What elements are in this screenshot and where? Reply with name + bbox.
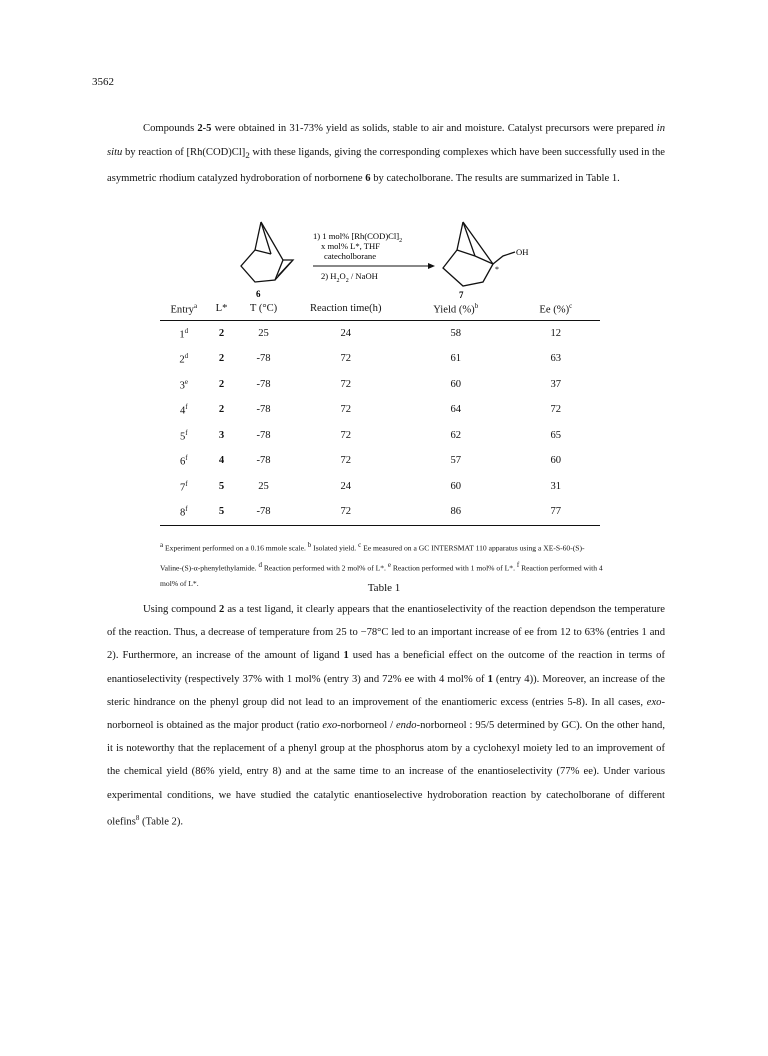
- cell-ee: 65: [550, 429, 562, 441]
- cell-time: 72: [340, 404, 352, 416]
- norborneol-structure: [443, 222, 515, 286]
- cell-ee: 77: [512, 499, 600, 525]
- cell-yield: 86: [400, 499, 512, 525]
- cell-temperature: -78: [256, 378, 271, 390]
- cell-entry: 7$^f$: [179, 479, 188, 494]
- cell-yield: 58: [450, 327, 462, 339]
- cell-entry: 4$^f$: [179, 403, 188, 417]
- cell-entry: 2$^d$: [179, 352, 189, 366]
- header-ee: Ee (%)$^c$: [512, 296, 600, 320]
- cell-time: 24: [340, 327, 352, 339]
- cell-ligand: 4: [218, 455, 225, 467]
- cell-time: 72: [292, 499, 400, 525]
- table-row: [160, 397, 600, 423]
- cell-yield: 60: [450, 378, 462, 390]
- cell-time: 72: [340, 353, 352, 365]
- cell-ligand: 5: [208, 499, 236, 525]
- condition-line-1: 1) 1 mol% $[Rh(COD)Cl]_2$: [313, 231, 403, 244]
- stereocenter-mark: *: [495, 265, 499, 274]
- oh-label: OH: [516, 247, 529, 257]
- intro-paragraph: Compounds 2-5 were obtained in 31-73% yield as solids, stable to air and moisture. Catalyst precursors were prepared in situ by reaction of $[Rh(COD)Cl]_2$ with these ligands, giving the corresponding complexes which have been successfully used in the asymmetric rhodium catalyzed hydroboration of norbornene 6 by catecholborane. The results are summarized in Table 1.: [107, 123, 665, 185]
- header-reaction-time: Reaction time(h): [292, 296, 400, 320]
- cell-temperature: -78: [256, 353, 271, 365]
- table-row: [160, 372, 600, 398]
- condition-line-2: x mol% L*, THF: [321, 241, 381, 251]
- reaction-scheme: [225, 210, 545, 300]
- cell-temperature: 25: [258, 327, 269, 339]
- cell-temperature: -78: [236, 499, 292, 525]
- table-caption: Table 1: [367, 582, 401, 594]
- cell-ee: 63: [550, 353, 562, 365]
- cell-temperature: -78: [256, 429, 271, 441]
- cell-ligand: 2: [218, 327, 225, 339]
- cell-temperature: -78: [256, 404, 271, 416]
- cell-time: 24: [340, 480, 352, 492]
- cell-entry: 5$^f$: [179, 428, 188, 443]
- table-row: [160, 346, 600, 372]
- table-row: [160, 320, 600, 346]
- table-row: [160, 448, 600, 474]
- cell-time: 72: [340, 378, 352, 390]
- table-header-row: [160, 296, 600, 320]
- table-row: [160, 423, 600, 449]
- norbornene-structure: [241, 222, 293, 282]
- condition-line-3: catecholborane: [324, 251, 377, 261]
- cell-entry: 1$^d$: [179, 326, 189, 341]
- cell-ee: 60: [550, 455, 562, 467]
- cell-ee: 12: [550, 327, 562, 339]
- cell-ee: 72: [550, 404, 562, 416]
- cell-ligand: 5: [218, 480, 225, 492]
- results-table: [160, 296, 600, 526]
- cell-time: 72: [340, 455, 352, 467]
- condition-line-4: 2) $H_2O_2$ / NaOH: [321, 271, 378, 284]
- header-yield: Yield (%)$^b$: [400, 296, 512, 320]
- header-temperature: T (°C): [236, 296, 292, 320]
- cell-entry: 8$^f$: [160, 499, 208, 525]
- cell-yield: 60: [450, 480, 462, 492]
- cell-entry: 6$^f$: [179, 454, 188, 468]
- cell-ligand: 2: [218, 353, 225, 365]
- cell-ligand: 3: [218, 429, 225, 441]
- table-footnotes: $^a$ Experiment performed on a 0.16 mmole scale. $^b$ Isolated yield. $^c$ Ee measured on a GC INTERSMAT 110 apparatus using a XE-S-60-(S)-Valine-(S)-α-phenylethylamide. $^d$ Reaction performed with 2 mol% of L*. $^e$ Reaction performed with 1 mol% of L*. $^f$ Reaction performed with 4 mol% of L*.: [160, 541, 603, 589]
- cell-ee: 31: [550, 480, 562, 492]
- cell-ee: 37: [550, 378, 562, 390]
- cell-time: 72: [340, 429, 352, 441]
- table-row: [160, 474, 600, 500]
- page-number: 3562: [92, 76, 114, 88]
- header-ligand: L*: [208, 296, 236, 320]
- cell-yield: 62: [450, 429, 462, 441]
- cell-temperature: -78: [256, 455, 271, 467]
- arrow-head: [428, 263, 435, 269]
- cell-yield: 61: [450, 353, 462, 365]
- header-entry: Entry$^a$: [160, 296, 208, 320]
- cell-entry: 3e: [179, 377, 188, 392]
- cell-temperature: 25: [258, 480, 269, 492]
- cell-yield: 57: [450, 455, 462, 467]
- cell-ligand: 2: [218, 404, 225, 416]
- cell-yield: 64: [450, 404, 462, 416]
- table-row: [160, 499, 600, 525]
- product-number: 7: [459, 290, 464, 300]
- cell-ligand: 2: [218, 378, 225, 390]
- discussion-paragraph: Using compound 2 as a test ligand, it clearly appears that the enantioselectivity of the reaction dependson the temperature of the reaction. Thus, a decrease of temperature from 25 to −78°C led to an important increase of ee from 12 to 63% (entries 1 and 2). Furthermore, an increase of the amount of ligand 1 used has a beneficial effect on the outcome of the reaction in terms of enantioselectivity (respectively 37% with 1 mol% (entry 3) and 72% ee with 4 mol% of 1 (entry 4)). Moreover, an increase of the steric hindrance on the phenyl group did not lead to an improvement of the enantiomeric excess (entries 5-8). In all cases, exo-norborneol is obtained as the major product (ratio exo-norborneol / endo-norborneol : 95/5 determined by GC). On the other hand, it is noteworthy that the replacement of a phenyl group at the phosphorus atom by a cyclohexyl moiety led to an improvement of the chemical yield (86% yield, entry 8) and at the same time to an increase of the enantioselectivity (77% ee). Under various experimental conditions, we have studied the catalytic enantioselective hydroboration reaction by catecholborane of different olefins$^8$ (Table 2).: [107, 604, 665, 828]
- reactant-number: 6: [256, 289, 261, 299]
